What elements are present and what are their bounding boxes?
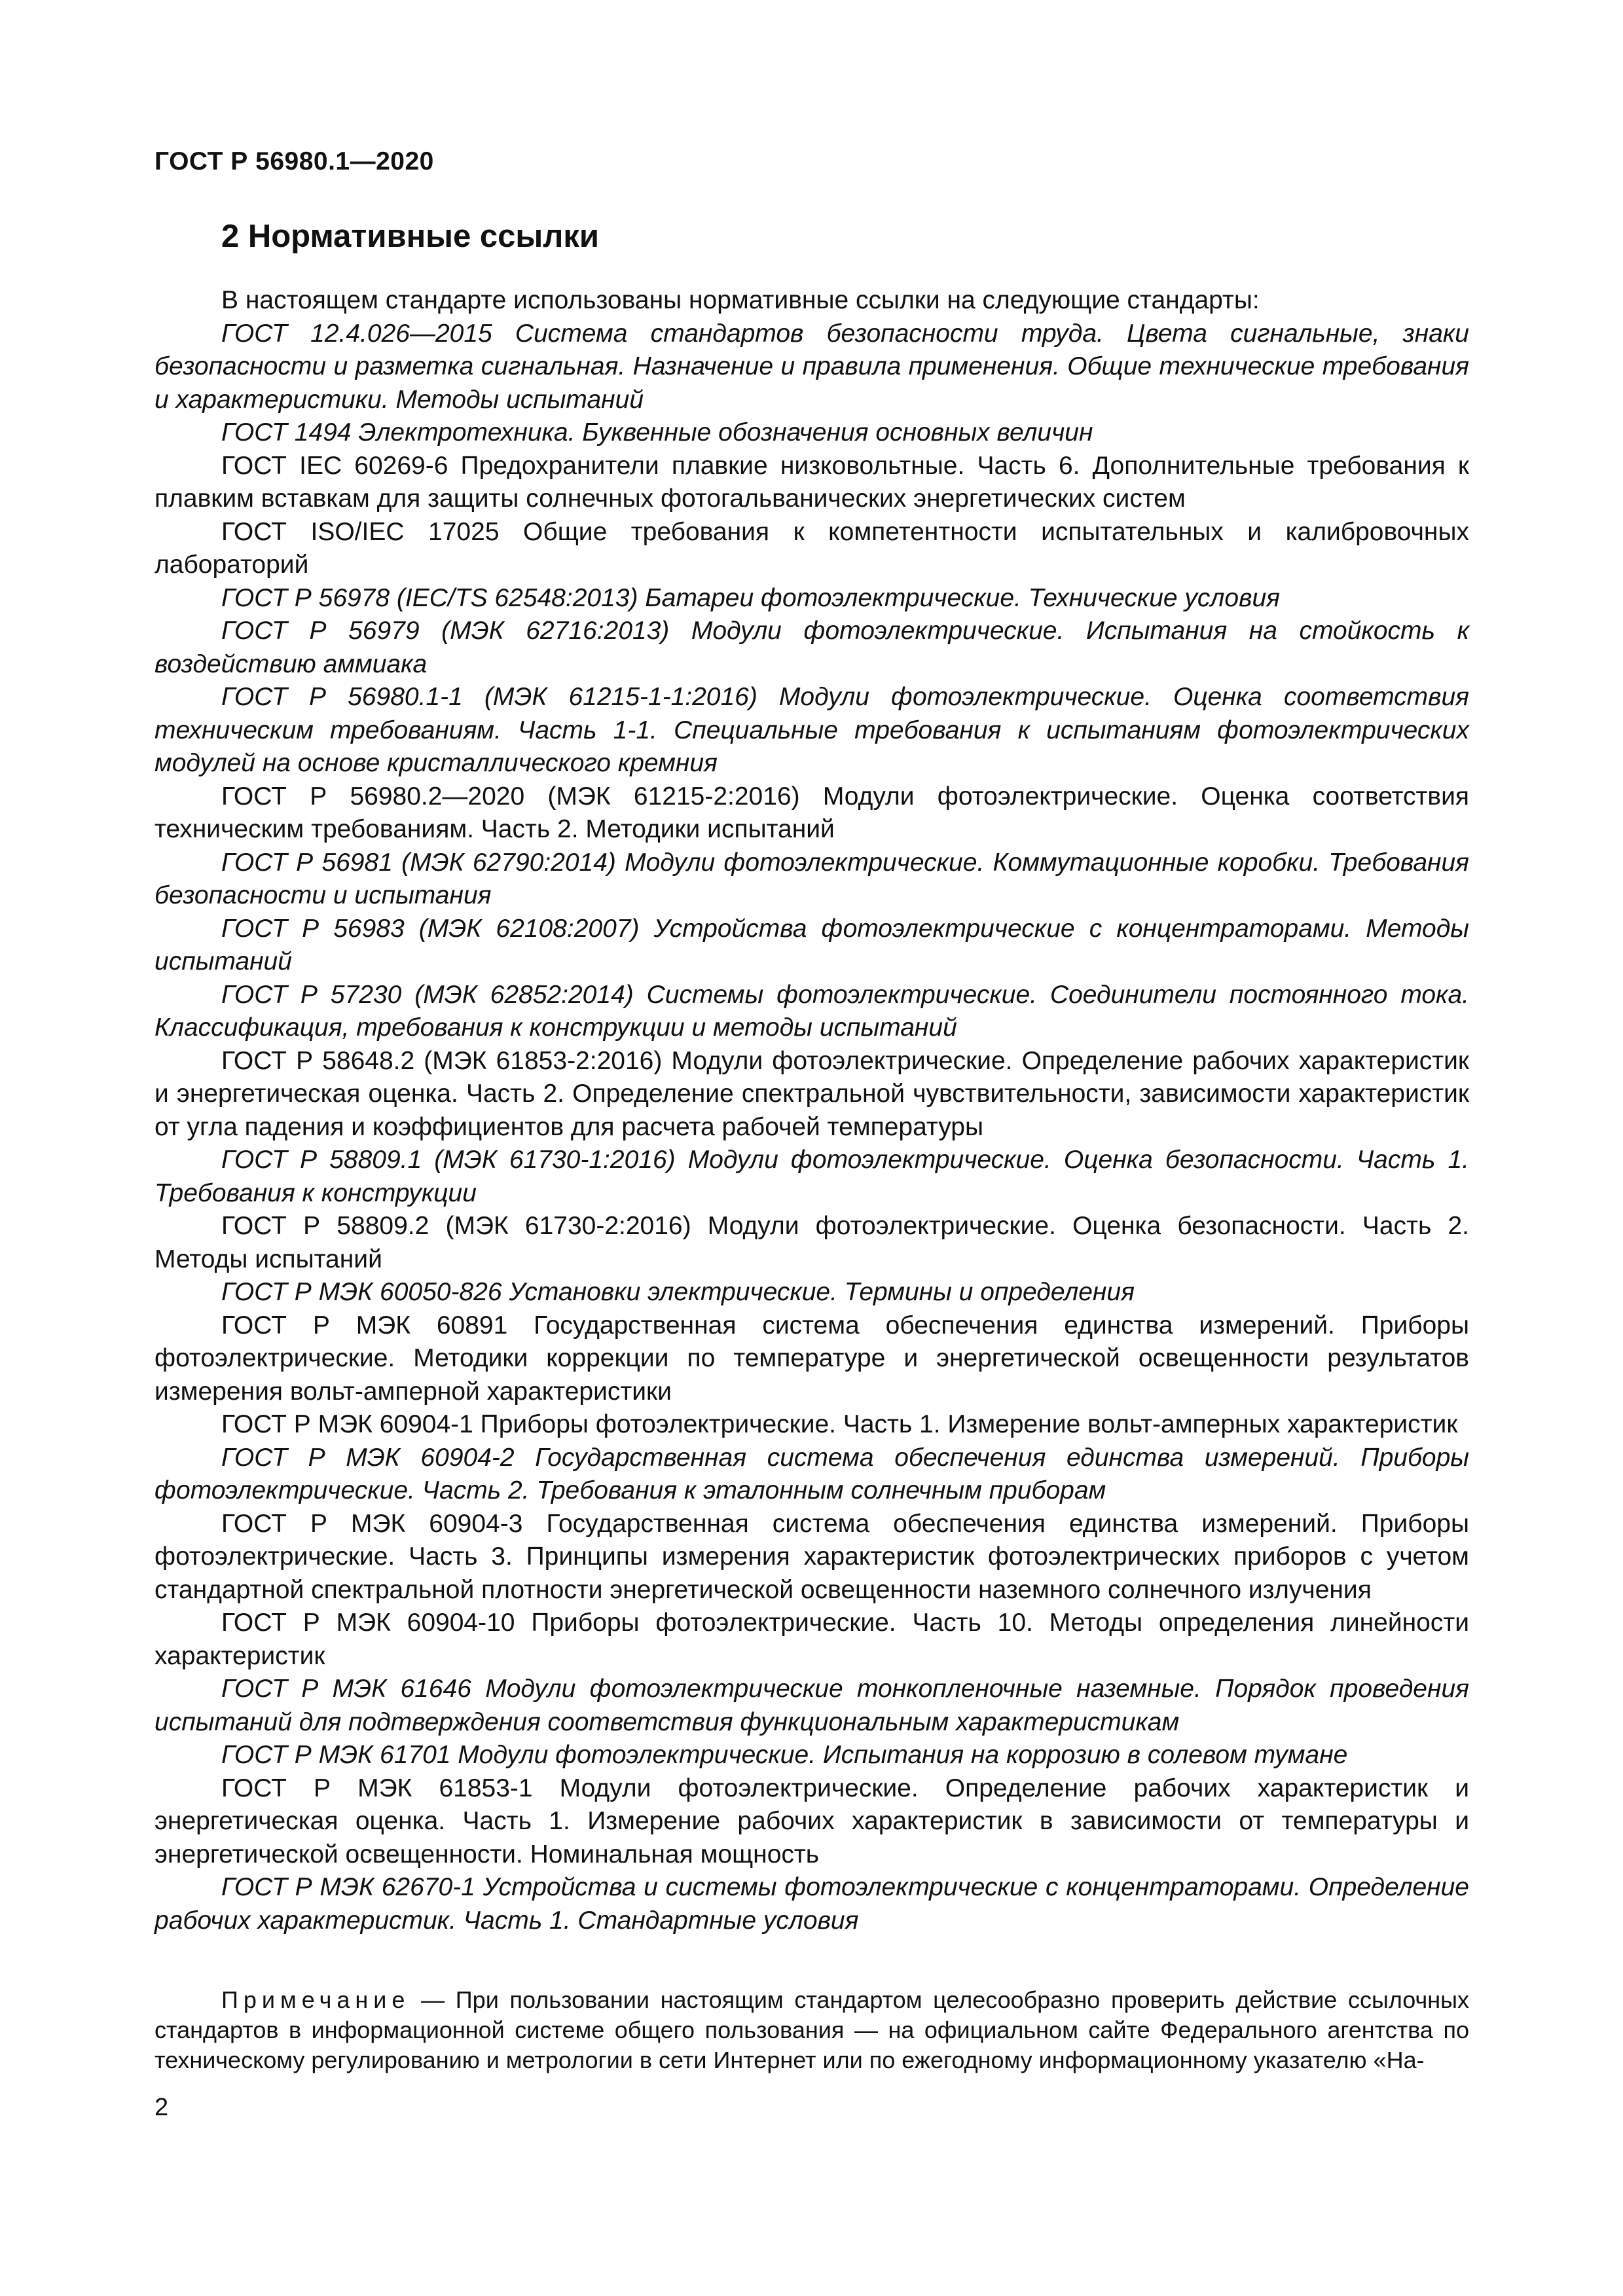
reference-item: ГОСТ Р 58809.1 (МЭК 61730-1:2016) Модули фотоэлектрические. Оценка безопасности. Часть 1. Требования к конструкции [155, 1146, 1469, 1207]
reference-item: ГОСТ Р 56980.1-1 (МЭК 61215-1-1:2016) Модули фотоэлектрические. Оценка соответствия техническим требованиям. Часть 1-1. Специальные требования к испытаниям фотоэлектрических модулей на основе кристаллического кремния [155, 683, 1469, 777]
reference-item: ГОСТ Р 56983 (МЭК 62108:2007) Устройства фотоэлектрические с концентраторами. Методы испытаний [155, 914, 1469, 975]
reference-item: ГОСТ Р 56980.2—2020 (МЭК 61215-2:2016) Модули фотоэлектрические. Оценка соответствия техническим требованиям. Часть 2. Методики испытаний [155, 782, 1469, 843]
reference-item: ГОСТ 12.4.026—2015 Система стандартов безопасности труда. Цвета сигнальные, знаки безопасности и разметка сигнальная. Назначение и правила применения. Общие технические требования и характеристики. Методы испытаний [155, 319, 1469, 414]
references-body [155, 284, 1469, 1937]
reference-item: ГОСТ Р МЭК 60904-2 Государственная система обеспечения единства измерений. Приборы фотоэлектрические. Часть 2. Требования к эталонным солнечным приборам [155, 1443, 1469, 1504]
page-number: 2 [155, 2094, 169, 2121]
reference-item: ГОСТ Р МЭК 61853-1 Модули фотоэлектрические. Определение рабочих характеристик и энергетическая оценка. Часть 1. Измерение рабочих характеристик в зависимости от температуры и энергетической освещенности. Номинальная мощность [155, 1774, 1469, 1868]
reference-item: ГОСТ Р МЭК 60904-3 Государственная система обеспечения единства измерений. Приборы фотоэлектрические. Часть 3. Принципы измерения характеристик фотоэлектрических приборов с учетом стандартной спектральной плотности энергетической освещенности наземного солнечного излучения [155, 1509, 1469, 1604]
reference-item: ГОСТ Р МЭК 61701 Модули фотоэлектрические. Испытания на коррозию в солевом тумане [221, 1741, 1348, 1769]
reference-item: ГОСТ Р МЭК 60050-826 Установки электрические. Термины и определения [221, 1278, 1135, 1306]
reference-item: ГОСТ Р 56981 (МЭК 62790:2014) Модули фотоэлектрические. Коммутационные коробки. Требования безопасности и испытания [155, 848, 1469, 909]
reference-item: ГОСТ Р 58648.2 (МЭК 61853-2:2016) Модули фотоэлектрические. Определение рабочих характеристик и энергетическая оценка. Часть 2. Определение спектральной чувствительности, зависимости характеристик от угла падения и коэффициентов для расчета рабочей температуры [155, 1046, 1469, 1141]
reference-item: ГОСТ Р 58809.2 (МЭК 61730-2:2016) Модули фотоэлектрические. Оценка безопасности. Часть 2. Методы испытаний [155, 1212, 1469, 1273]
section-title: 2 Нормативные ссылки [221, 219, 599, 254]
reference-item: ГОСТ Р МЭК 60891 Государственная система обеспечения единства измерений. Приборы фотоэлектрические. Методики коррекции по температуре и энергетической освещенности результатов измерения вольт-амперной характеристики [155, 1311, 1469, 1406]
document-code: ГОСТ Р 56980.1—2020 [155, 147, 434, 175]
reference-item: ГОСТ Р МЭК 60904-10 Приборы фотоэлектрические. Часть 10. Методы определения линейности характеристик [155, 1609, 1469, 1670]
reference-item: ГОСТ Р 57230 (МЭК 62852:2014) Системы фотоэлектрические. Соединители постоянного тока. Классификация, требования к конструкции и методы испытаний [155, 980, 1469, 1042]
reference-item: ГОСТ IEC 60269-6 Предохранители плавкие низковольтные. Часть 6. Дополнительные требования к плавким вставкам для защиты солнечных фотогальванических энергетических систем [155, 451, 1469, 513]
reference-item: ГОСТ 1494 Электротехника. Буквенные обозначения основных величин [221, 418, 1093, 446]
reference-item: ГОСТ Р 56978 (IEC/TS 62548:2013) Батареи фотоэлектрические. Технические условия [221, 583, 1280, 612]
intro-paragraph: В настоящем стандарте использованы нормативные ссылки на следующие стандарты: [221, 286, 1260, 314]
note-label: Примечание [221, 1986, 410, 2013]
note-text: — При пользовании настоящим стандартом целесообразно проверить действие ссылочных стандартов в информационной системе общего пользования — на официальном сайте Федерального агентства по техническому регулированию и метрологии в сети Интернет или по ежегодному информационному указателю «На- [155, 1986, 1470, 2073]
reference-item: ГОСТ Р МЭК 60904-1 Приборы фотоэлектрические. Часть 1. Измерение вольт-амперных характеристик [221, 1410, 1458, 1438]
reference-item: ГОСТ Р МЭК 61646 Модули фотоэлектрические тонкопленочные наземные. Порядок проведения испытаний для подтверждения соответствия функциональным характеристикам [155, 1675, 1469, 1736]
reference-item: ГОСТ Р 56979 (МЭК 62716:2013) Модули фотоэлектрические. Испытания на стойкость к воздействию аммиака [155, 617, 1469, 678]
note-paragraph [155, 1985, 1469, 2075]
reference-item: ГОСТ ISO/IEC 17025 Общие требования к компетентности испытательных и калибровочных лабораторий [155, 517, 1469, 579]
reference-item: ГОСТ Р МЭК 62670-1 Устройства и системы фотоэлектрические с концентраторами. Определение рабочих характеристик. Часть 1. Стандартные условия [155, 1873, 1469, 1935]
